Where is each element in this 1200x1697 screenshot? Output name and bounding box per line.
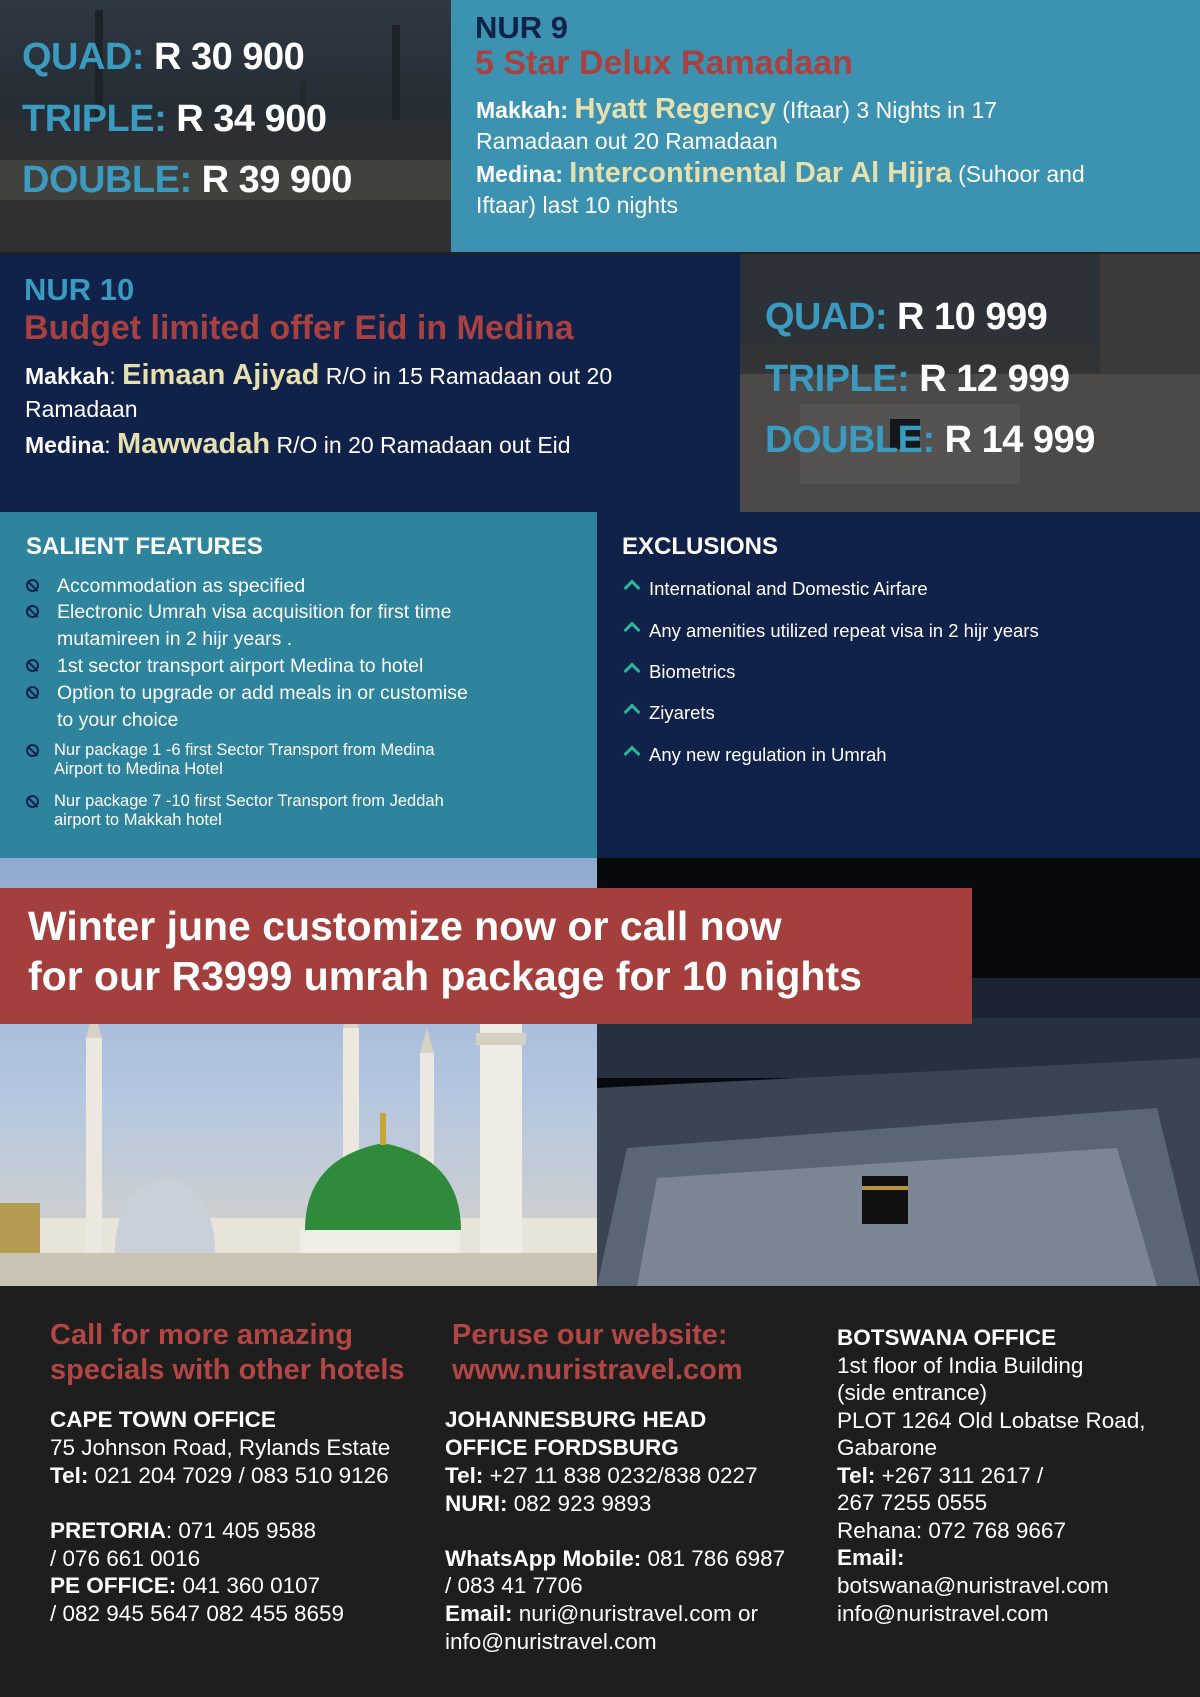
- johannesburg-office-title: JOHANNESBURG HEAD: [445, 1407, 707, 1432]
- email-link[interactable]: nuri@nuristravel.com or: [518, 1601, 758, 1626]
- botswana-address-3: PLOT 1264 Old Lobatse Road,: [837, 1408, 1146, 1433]
- nur10-info-panel: [0, 254, 740, 512]
- chevron-up-icon: [624, 746, 641, 763]
- price-value: R 10 999: [897, 296, 1048, 338]
- nur9-medina-line: [476, 158, 1196, 189]
- botswana-tel-2: 267 7255 0555: [837, 1490, 988, 1515]
- botswana-tel: Tel: +267 311 2617 /: [837, 1463, 1044, 1488]
- chevron-up-icon: [624, 704, 641, 721]
- price-label: TRIPLE:: [22, 98, 167, 140]
- makkah-detail: R/O in 15 Ramadaan out 20: [325, 363, 613, 389]
- prohibited-bullet-icon: [26, 605, 39, 618]
- nur9-title: 5 Star Delux Ramadaan: [475, 44, 853, 82]
- nur9-code: NUR 9: [475, 10, 569, 45]
- botswana-email-2[interactable]: info@nuristravel.com: [837, 1601, 1049, 1626]
- price-value: R 12 999: [919, 358, 1070, 400]
- botswana-email[interactable]: botswana@nuristravel.com: [837, 1573, 1109, 1598]
- botswana-address-2: (side entrance): [837, 1380, 988, 1405]
- botswana-email-label: Email:: [837, 1545, 905, 1570]
- pretoria-phone-2: / 076 661 0016: [50, 1546, 201, 1571]
- feature-item: Nur package 7 -10 first Sector Transport from Jeddah airport to Makkah hotel: [26, 792, 546, 830]
- prohibited-bullet-icon: [26, 579, 39, 592]
- prohibited-bullet-icon: [26, 744, 39, 757]
- medina-hotel: Mawwadah: [117, 428, 271, 460]
- exclusion-item: Any new regulation in Umrah: [626, 744, 887, 766]
- nur10-title: Budget limited offer Eid in Medina: [24, 309, 574, 347]
- prohibited-bullet-icon: [26, 795, 39, 808]
- nur9-makkah-line-2: Ramadaan out 20 Ramadaan: [476, 128, 778, 154]
- makkah-label: Makkah: [25, 363, 110, 389]
- price-value: R 39 900: [201, 159, 352, 201]
- pe-office-phone-2: / 082 945 5647 082 455 8659: [50, 1601, 345, 1626]
- feature-item: Option to upgrade or add meals in or customise to your choice: [26, 680, 546, 734]
- exclusion-item: Ziyarets: [626, 702, 715, 724]
- nur9-price-double: [22, 159, 352, 202]
- exclusion-item: Biometrics: [626, 661, 735, 683]
- nur9-medina-line-2: Iftaar) last 10 nights: [476, 192, 678, 218]
- johannesburg-email-2[interactable]: info@nuristravel.com: [445, 1629, 657, 1654]
- nur10-makkah-line: Makkah: Eimaan Ajiyad R/O in 15 Ramadaan out 20: [25, 359, 613, 391]
- botswana-address-1: 1st floor of India Building: [837, 1353, 1084, 1378]
- johannesburg-email: Email: nuri@nuristravel.com or: [445, 1601, 758, 1626]
- nur10-code: NUR 10: [24, 272, 135, 307]
- pretoria-phone: PRETORIA: 071 405 9588: [50, 1518, 316, 1543]
- medina-label: Medina: [25, 432, 105, 458]
- feature-item: 1st sector transport airport Medina to hotel: [26, 653, 546, 680]
- call-for-specials-heading: Call for more amazing specials with other hotels: [50, 1319, 405, 1386]
- nuri-phone: NURI: 082 923 9893: [445, 1491, 652, 1516]
- exclusions-panel: [597, 512, 1200, 858]
- price-label: DOUBLE:: [765, 419, 935, 461]
- feature-item: Nur package 1 -6 first Sector Transport from Medina Airport to Medina Hotel: [26, 741, 546, 779]
- feature-item: Electronic Umrah visa acquisition for first time mutamireen in 2 hijr years .: [26, 599, 546, 653]
- website-heading: Peruse our website: www.nuristravel.com: [452, 1319, 743, 1386]
- nur10-medina-line: Medina: Mawwadah R/O in 20 Ramadaan out Eid: [25, 428, 571, 460]
- nur10-price-quad: [765, 296, 1047, 339]
- nur9-info-panel: [451, 0, 1200, 252]
- nur9-price-quad: [22, 36, 304, 79]
- chevron-up-icon: [624, 622, 641, 639]
- price-label: QUAD:: [765, 296, 888, 338]
- exclusion-item: International and Domestic Airfare: [626, 578, 928, 600]
- makkah-detail: (Iftaar) 3 Nights in 17: [782, 97, 998, 123]
- botswana-address-4: Gabarone: [837, 1435, 938, 1460]
- makkah-hotel: Hyatt Regency: [574, 93, 776, 125]
- price-value: R 30 900: [154, 36, 305, 78]
- medina-label: Medina:: [476, 161, 563, 187]
- pe-office-phone: PE OFFICE: 041 360 0107: [50, 1573, 321, 1598]
- chevron-up-icon: [624, 580, 641, 597]
- rehana-phone: Rehana: 072 768 9667: [837, 1518, 1066, 1543]
- cape-town-office-title: CAPE TOWN OFFICE: [50, 1407, 276, 1432]
- cape-town-address: 75 Johnson Road, Rylands Estate: [50, 1435, 391, 1460]
- price-label: TRIPLE:: [765, 358, 910, 400]
- nur9-price-triple: [22, 98, 327, 141]
- nur10-price-double: [765, 419, 1095, 462]
- banner-line-2: for our R3999 umrah package for 10 nights: [28, 953, 862, 999]
- medina-detail: R/O in 20 Ramadaan out Eid: [276, 432, 571, 458]
- price-value: R 34 900: [176, 98, 327, 140]
- johannesburg-tel: Tel: +27 11 838 0232/838 0227: [445, 1463, 758, 1488]
- banner-line-1: Winter june customize now or call now: [28, 903, 782, 949]
- whatsapp-mobile: WhatsApp Mobile: 081 786 6987: [445, 1546, 786, 1571]
- botswana-office-title: BOTSWANA OFFICE: [837, 1325, 1057, 1350]
- cape-town-tel: Tel: 021 204 7029 / 083 510 9126: [50, 1463, 389, 1488]
- prohibited-bullet-icon: [26, 659, 39, 672]
- whatsapp-mobile-2: / 083 41 7706: [445, 1573, 583, 1598]
- website-link[interactable]: www.nuristravel.com: [452, 1354, 743, 1386]
- nur10-price-triple: [765, 358, 1070, 401]
- prohibited-bullet-icon: [26, 686, 39, 699]
- chevron-up-icon: [624, 663, 641, 680]
- price-value: R 14 999: [944, 419, 1095, 461]
- medina-hotel: Intercontinental Dar Al Hijra: [569, 157, 952, 189]
- price-label: QUAD:: [22, 36, 145, 78]
- makkah-label: Makkah:: [476, 97, 569, 123]
- feature-item: Accommodation as specified: [26, 573, 546, 600]
- price-label: DOUBLE:: [22, 159, 192, 201]
- johannesburg-office-title-2: OFFICE FORDSBURG: [445, 1435, 679, 1460]
- medina-detail: (Suhoor and: [958, 161, 1085, 187]
- exclusions-title: EXCLUSIONS: [622, 533, 779, 560]
- nur9-makkah-line: [476, 94, 1186, 125]
- makkah-hotel: Eimaan Ajiyad: [122, 359, 320, 391]
- salient-features-title: SALIENT FEATURES: [26, 533, 263, 560]
- nur10-makkah-line-2: Ramadaan: [25, 396, 138, 422]
- exclusion-item: Any amenities utilized repeat visa in 2 hijr years: [626, 620, 1039, 642]
